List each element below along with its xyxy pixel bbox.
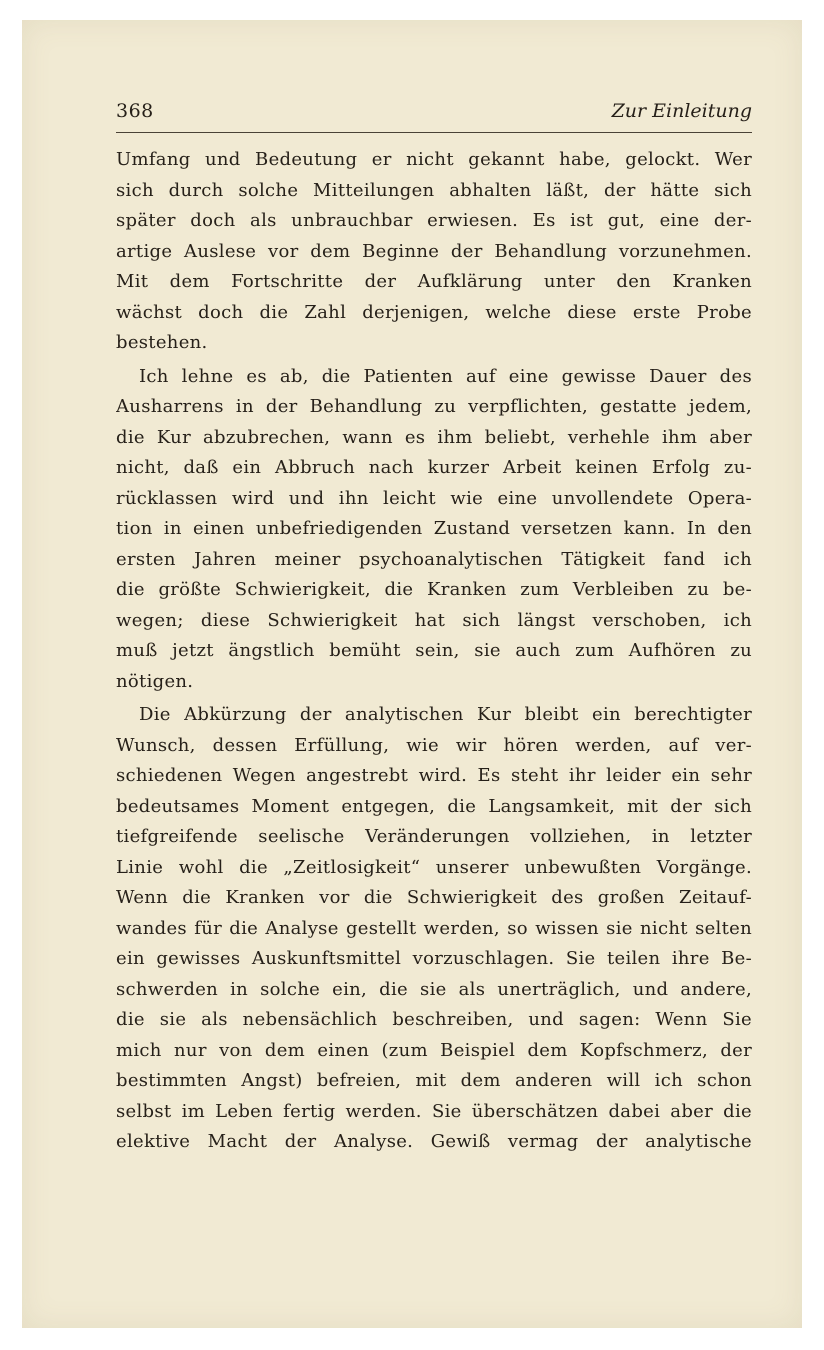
text-line: artige Auslese vor dem Beginne der Behandlung vorzunehmen. [116,240,752,262]
text-line: Ich lehne es ab, die Patienten auf eine gewisse Dauer des [139,365,752,387]
text-line: rücklassen wird und ihn leicht wie eine unvollendete Opera- [116,487,752,509]
text-line: Die Abkürzung der analytischen Kur bleibt ein berechtigter [139,704,752,725]
paragraph [116,362,752,698]
text-line: Linie wohl die „Zeitlosigkeit“ unserer unbewußten Vorgänge. [116,856,752,878]
paragraph [116,145,752,359]
text-line: mich nur von dem einen (zum Beispiel dem Kopfschmerz, der [116,1039,752,1061]
text-line: Wunsch, dessen Erfüllung, wie wir hören werden, auf ver- [116,734,752,756]
body-text [116,145,752,1158]
text-line: nicht, daß ein Abbruch nach kurzer Arbeit keinen Erfolg zu- [116,457,752,478]
text-line: Wenn die Kranken vor die Schwierigkeit des großen Zeitauf- [116,887,752,908]
text-line: die sie als nebensächlich beschreiben, und sagen: Wenn Sie [116,1009,752,1030]
text-line: wegen; diese Schwierigkeit hat sich längst verschoben, ich [116,609,752,631]
text-line: Umfang und Bedeutung er nicht gekannt habe, gelockt. Wer [116,149,752,170]
text-line: selbst im Leben fertig werden. Sie überschätzen dabei aber die [116,1100,752,1122]
page-number: 368 [116,100,154,122]
book-page [116,98,752,1158]
text-line: tion in einen unbefriedigenden Zustand versetzen kann. In den [116,518,752,539]
text-line: ersten Jahren meiner psychoanalytischen Tätigkeit fand ich [116,548,752,570]
text-line: nötigen. [116,670,194,692]
text-line: die Kur abzubrechen, wann es ihm beliebt, verhehle ihm aber [116,426,752,448]
text-line: die größte Schwierigkeit, die Kranken zum Verbleiben zu be- [116,579,752,600]
text-line: bestehen. [116,332,208,353]
running-head [116,98,752,133]
text-line: bedeutsames Moment entgegen, die Langsamkeit, mit der sich [116,795,752,817]
section-title: Zur Einleitung [611,100,752,122]
text-line: wandes für die Analyse gestellt werden, so wissen sie nicht selten [116,917,752,939]
text-line: wächst doch die Zahl derjenigen, welche diese erste Probe [116,301,752,323]
text-line: Ausharrens in der Behandlung zu verpflichten, gestatte jedem, [116,396,752,417]
text-line: schiedenen Wegen angestrebt wird. Es steht ihr leider ein sehr [116,765,752,786]
text-line: muß jetzt ängstlich bemüht sein, sie auch zum Aufhören zu [116,640,752,661]
paragraph [116,700,752,1158]
text-line: schwerden in solche ein, die sie als unerträglich, und andere, [116,978,752,1000]
text-line: sich durch solche Mitteilungen abhalten läßt, der hätte sich [116,179,752,201]
text-line: elektive Macht der Analyse. Gewiß vermag der analytische [116,1131,752,1152]
text-line: bestimmten Angst) befreien, mit dem anderen will ich schon [116,1070,752,1091]
text-line: Mit dem Fortschritte der Aufklärung unter den Kranken [116,271,752,292]
text-line: ein gewisses Auskunftsmittel vorzuschlagen. Sie teilen ihre Be- [116,948,752,969]
text-line: später doch als unbrauchbar erwiesen. Es ist gut, eine der- [116,210,752,231]
text-line: tiefgreifende seelische Veränderungen vollziehen, in letzter [116,826,752,847]
